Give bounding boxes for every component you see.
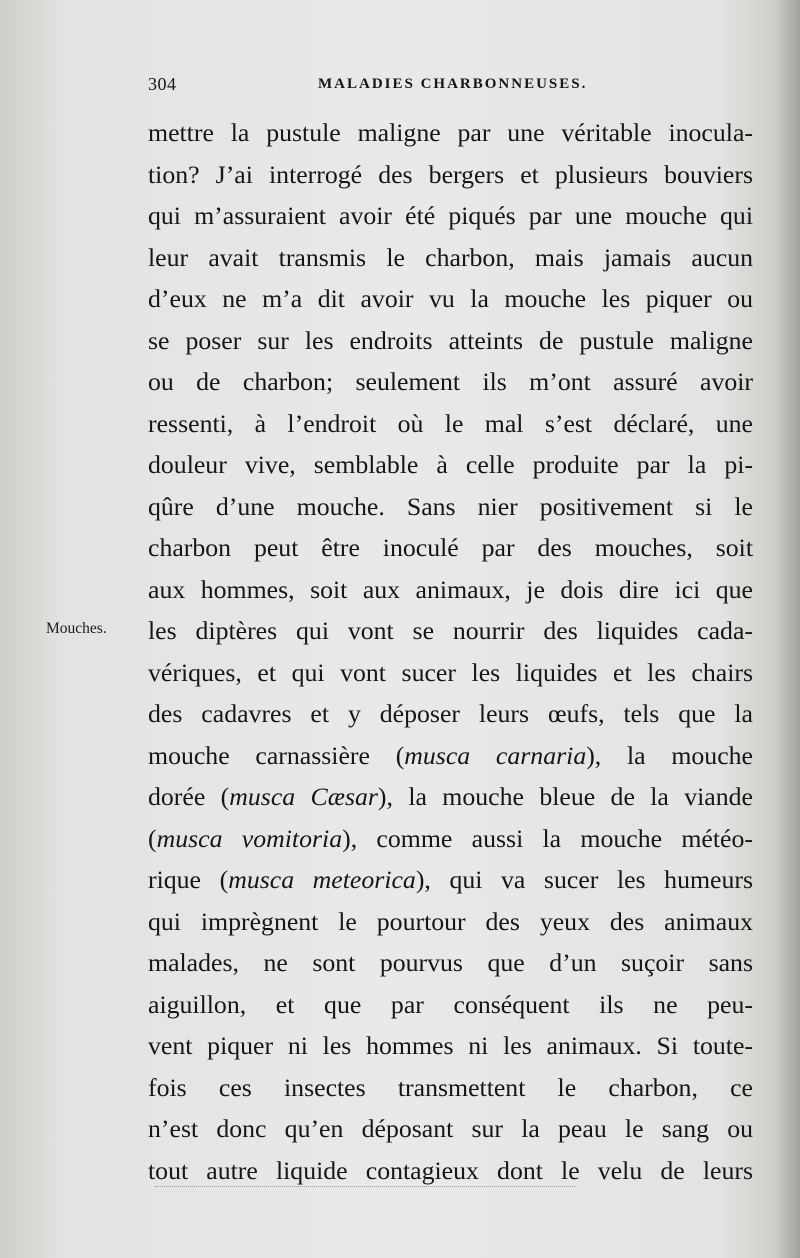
text-line: qui imprègnent le pourtour des yeux des animaux [148, 906, 753, 936]
text-line: qui m’assuraient avoir été piqués par une mouche qui [148, 201, 753, 230]
text-line: ou de charbon; seulement ils m’ont assuré avoir [148, 367, 753, 396]
text-line: aux hommes, soit aux animaux, je dois dire ici que [148, 574, 753, 604]
text-line: d’eux ne m’a dit avoir vu la mouche les piquer ou [148, 284, 753, 313]
text-line: fois ces insectes transmettent le charbon, ce [148, 1072, 753, 1102]
latin-species-name: musca Cæsar [229, 782, 378, 811]
text-line: douleur vive, semblable à celle produite par la pi- [148, 450, 753, 479]
text-line: se poser sur les endroits atteints de pustule maligne [148, 325, 753, 355]
text-line-segment: ), comme aussi la mouche météo- [342, 823, 753, 853]
text-line [148, 859, 753, 901]
text-line-segment: ), la mouche [586, 740, 753, 770]
text-line: des cadavres et y déposer leurs œufs, tels que la [148, 699, 753, 728]
body-text [148, 112, 753, 1190]
text-line: tout autre liquide contagieux dont le velu de leurs [148, 1155, 753, 1185]
latin-species-name: musca carnaria [404, 740, 587, 770]
text-line [148, 735, 753, 777]
text-line-segment: dorée ( [148, 782, 230, 811]
text-line: mettre la pustule maligne par une véritable inocula- [148, 118, 753, 147]
margin-note: Mouches. [46, 620, 107, 637]
text-line: tion? J’ai interrogé des bergers et plusieurs bouviers [148, 159, 753, 189]
bottom-rule [155, 1186, 575, 1188]
text-line-segment: rique ( [148, 865, 229, 894]
text-line: qûre d’une mouche. Sans nier positivement si le [148, 491, 753, 521]
text-line: vériques, et qui vont sucer les liquides et les chairs [148, 657, 753, 687]
text-line: aiguillon, et que par conséquent ils ne peu- [148, 989, 753, 1019]
text-line [148, 776, 753, 818]
latin-species-name: musca vomitoria [156, 823, 343, 853]
text-line: charbon peut être inoculé par des mouches, soit [148, 533, 753, 562]
text-line-segment: ), qui va sucer les humeurs [415, 865, 754, 894]
text-line: leur avait transmis le charbon, mais jamais aucun [148, 242, 753, 272]
running-title: MALADIES CHARBONNEUSES. [318, 76, 588, 92]
text-line: ressenti, à l’endroit où le mal s’est déclaré, une [148, 408, 753, 438]
text-line: malades, ne sont pourvus que d’un suçoir sans [148, 948, 753, 977]
text-line-segment: ( [148, 823, 157, 853]
running-header [148, 74, 748, 102]
text-line: les diptères qui vont se nourrir des liquides cada- [148, 616, 753, 645]
latin-species-name: musca meteorica [228, 865, 416, 894]
text-line [148, 818, 753, 860]
text-line: vent piquer ni les hommes ni les animaux. Si toute- [148, 1031, 753, 1060]
text-line: n’est donc qu’en déposant sur la peau le sang ou [148, 1114, 753, 1143]
text-line-segment: mouche carnassière ( [148, 740, 405, 770]
page-number: 304 [148, 74, 177, 94]
text-line-segment: ), la mouche bleue de la viande [377, 782, 753, 811]
page-edge-shadow [774, 0, 800, 1258]
